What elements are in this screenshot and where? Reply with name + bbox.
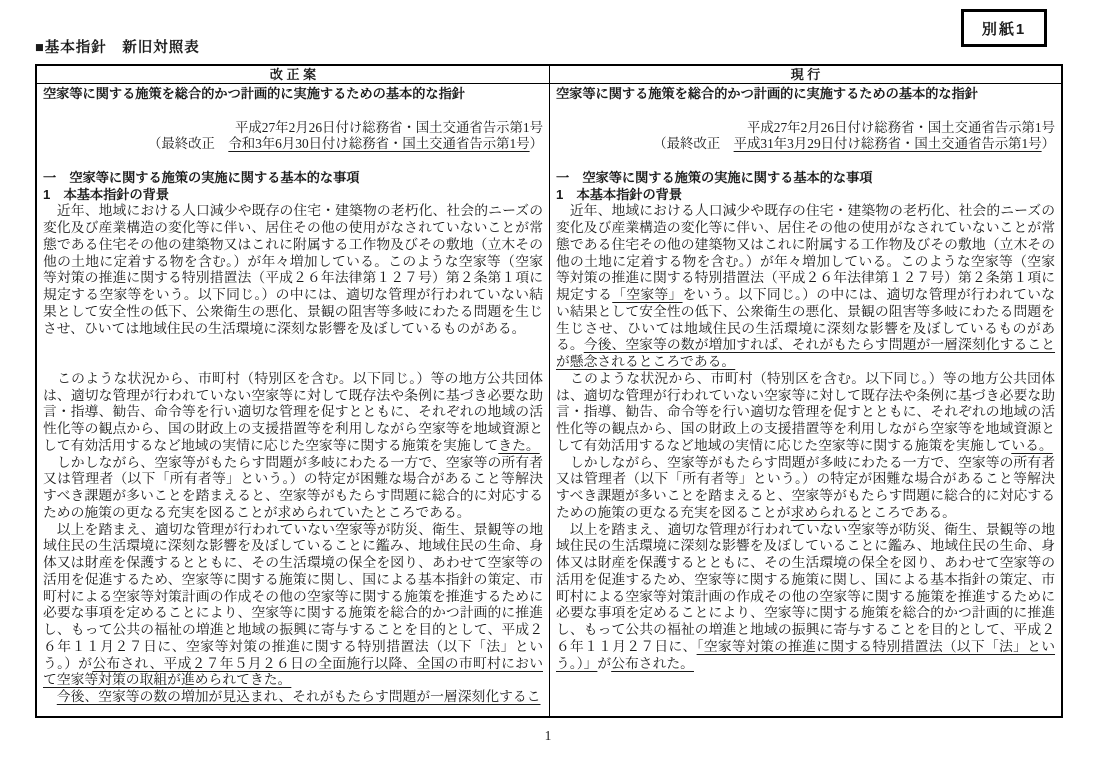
text-block-heading <box>556 187 1055 204</box>
text-block-title <box>556 86 1055 103</box>
text-segment: 近年、地域における人口減少や既存の住宅・建築物の老朽化、社会的ニーズの変化及び産業構造の変化等に伴い、居住その他の使用がなされていないことが常態である住宅その他の建築物又はこれに附属する工作物及びその敷地（立木その他の土地に定着する物を含む。）が年々増加している。このような空家等（空家等対策の推進に関する特別措置法（平成２６年法律第１２７号）第２条第１項に規定する <box>556 203 1055 302</box>
text-segment: をいう。以下同じ。）の中には、適切な管理が行われていない結果として安全性の低下、公衆衛生の悪化、景観の阻害等多岐にわたる問題を生じさせ、ひいては地域住民の生活環境に深刻な影響を及ぼしているものがある。 <box>556 287 1056 353</box>
text-block-body <box>556 455 1055 522</box>
revision-underlined-text: 公布され、平成２７年５月２６日の全面施行以降、全国の市町村において空家等対策の取組が進められてきた。 <box>43 655 543 688</box>
text-segment: 空家等に関する施策を総合的かつ計画的に実施するための基本的な指針 <box>43 86 465 101</box>
column-current-cell <box>549 84 1061 716</box>
revision-underlined-text: 「空家等」 <box>612 287 683 302</box>
text-segment: ところである。 <box>374 504 471 520</box>
text-segment: 1 本基本指針の背景 <box>556 186 683 202</box>
revision-underlined-text: 公布された。 <box>611 655 694 671</box>
text-block-heading <box>43 187 543 204</box>
spacer <box>43 103 543 120</box>
text-block-body <box>43 203 543 337</box>
text-block-notice <box>556 120 1055 137</box>
text-block-body <box>556 371 1055 455</box>
text-segment: このような状況から、市町村（特別区を含む。以下同じ。）等の地方公共団体は、適切な管理が行われていない空家等に対して既存法や条例に基づき必要な助言・指導、勧告、命令等を行い適切な管理を促すとともに、それぞれの地域の活性化等の観点から、国の財政上の支援措置等を利用しながら空家等を地域資源として有効活用するなど地域の実情に応じた空家等に関する施策を実施して <box>43 370 543 453</box>
column-header-current: 現 行 <box>549 66 1061 83</box>
text-segment: 以上を踏まえ、適切な管理が行われていない空家等が防災、衛生、景観等の地域住民の生活環境に深刻な影響を及ぼしていることに鑑み、地域住民の生命、身体又は財産を保護するとともに、その生活環境の保全を図り、あわせて空家等の活用を促進するため、空家等に関する施策に関し、国による基本指針の策定、市町村による空家等対策計画の作成その他の空家等に関する施策を推進するために必要な事項を定めることにより、空家等に関する施策を総合的かつ計画的に推進し、もって公共の福祉の増進と地域の振興に寄与することを目的として、平成２６年１１月２７日に、空家等対策の推進に関する特別措置法（以下「法」という。）が <box>43 521 543 671</box>
text-block-body <box>556 203 1055 371</box>
text-segment: （最終改正 <box>147 136 229 152</box>
text-block-heading <box>556 170 1055 187</box>
attachment-label: 別紙1 <box>981 20 1027 38</box>
attachment-label-box <box>961 9 1047 47</box>
revision-underlined-text: 今後、空家等の数が増加すれば、それがもたらす問題が一層深刻化することが懸念されるところである。 <box>556 337 1056 369</box>
page-number: 1 <box>544 728 552 743</box>
text-segment: 空家等に関する施策を総合的かつ計画的に実施するための基本的な指針 <box>556 86 978 101</box>
text-segment: が <box>597 655 612 671</box>
text-segment: しかしながら、空家等がもたらす問題が多岐にわたる一方で、空家等の所有者又は管理者（以下「所有者等」という。）の特定が困難な場合があること等解決すべき課題が多いことを踏まえると、空家等がもたらす問題に総合的に対応するための施策の更なる充実を図ることが <box>43 454 543 520</box>
column-header-amendment: 改 正 案 <box>269 67 317 82</box>
text-segment: ） <box>529 136 543 152</box>
spacer <box>556 153 1055 170</box>
text-segment: 平成27年2月26日付け総務省・国土交通省告示第1号 <box>747 119 1055 135</box>
text-block-body <box>556 522 1055 673</box>
text-block-notice <box>43 136 543 153</box>
spacer <box>43 153 543 170</box>
text-segment: 以上を踏まえ、適切な管理が行われていない空家等が防災、衛生、景観等の地域住民の生活環境に深刻な影響を及ぼしていることに鑑み、地域住民の生命、身体又は財産を保護するとともに、その生活環境の保全を図り、あわせて空家等の活用を促進するため、空家等に関する施策に関し、国による基本指針の策定、市町村による空家等対策計画の作成その他の空家等に関する施策を推進するために必要な事項を定めることにより、空家等に関する施策を総合的かつ計画的に推進し、もって公共の福祉の増進と地域の振興に寄与することを目的として、平成２６年１１月２７日に、 <box>556 521 1055 654</box>
text-block-body <box>43 689 543 706</box>
text-block-body <box>43 371 543 455</box>
text-segment: 近年、地域における人口減少や既存の住宅・建築物の老朽化、社会的ニーズの変化及び産業構造の変化等に伴い、居住その他の使用がなされていないことが常態である住宅その他の建築物又はこれに附属する工作物及びその敷地（立木その他の土地に定着する物を含む。）が年々増加している。このような空家等（空家等対策の推進に関する特別措置法（平成２６年法律第１２７号）第２条第１項に規定する空家等をいう。以下同じ。）の中には、適切な管理が行われていない結果として安全性の低下、公衆衛生の悪化、景観の阻害等多岐にわたる問題を生じさせ、ひいては地域住民の生活環境に深刻な影響を及ぼしているものがある。 <box>43 203 543 336</box>
text-segment: （最終改正 <box>653 136 734 152</box>
text-segment: 平成27年2月26日付け総務省・国土交通省告示第1号 <box>235 119 543 135</box>
text-block-body <box>43 455 543 522</box>
revision-underlined-text: 令和3年6月30日付け総務省・国土交通省告示第1号 <box>228 136 530 152</box>
spacer <box>556 103 1055 120</box>
column-amendment-cell <box>37 84 549 716</box>
text-segment: 一 空家等に関する施策の実施に関する基本的な事項 <box>43 169 360 185</box>
revision-underlined-text: 「空家等対策の推進に関する特別措置法（以下「法」という。）」 <box>556 638 1056 671</box>
text-segment <box>43 689 57 704</box>
text-block-notice <box>556 136 1055 153</box>
revision-underlined-text: 求められていた <box>277 504 375 520</box>
text-segment: しかしながら、空家等がもたらす問題が多岐にわたる一方で、空家等の所有者又は管理者（以下「所有者等」という。）の特定が困難な場合があること等解決すべき課題が多いことを踏まえると、空家等がもたらす問題に総合的に対応するための施策の更なる充実を図ることが <box>556 454 1055 520</box>
revision-underlined-text: きた。 <box>498 437 540 453</box>
text-segment: 一 空家等に関する施策の実施に関する基本的な事項 <box>556 169 873 185</box>
revision-underlined-text: 平成31年3月29日付け総務省・国土交通省告示第1号 <box>733 136 1042 152</box>
table-header-row <box>37 66 1061 84</box>
table-body-row <box>37 84 1061 716</box>
text-segment: 1 本基本指針の背景 <box>43 186 170 202</box>
text-block-body <box>43 522 543 690</box>
revision-underlined-text: いる。 <box>1011 437 1053 453</box>
text-block-notice <box>43 120 543 137</box>
text-segment: このような状況から、市町村（特別区を含む。以下同じ。）等の地方公共団体は、適切な管理が行われていない空家等に対して既存法や条例に基づき必要な助言・指導、勧告、命令等を行い適切な管理を促すとともに、それぞれの地域の活性化等の観点から、国の財政上の支援措置等を利用しながら空家等を地域資源として有効活用するなど地域の実情に応じた空家等に関する施策を実施して <box>556 370 1055 453</box>
spacer <box>43 337 543 371</box>
document-title: ■基本指針 新旧対照表 <box>35 40 200 56</box>
revision-underlined-text: 求められる <box>790 504 860 520</box>
revision-underlined-text: 今後、空家等の数の増加が見込まれ、それがもたらす問題が一層深刻化するこ <box>56 689 541 704</box>
text-block-heading <box>43 170 543 187</box>
text-segment: ） <box>1041 136 1055 152</box>
text-block-title <box>43 86 543 103</box>
text-segment: ところである。 <box>859 504 956 520</box>
comparison-table <box>35 64 1063 718</box>
